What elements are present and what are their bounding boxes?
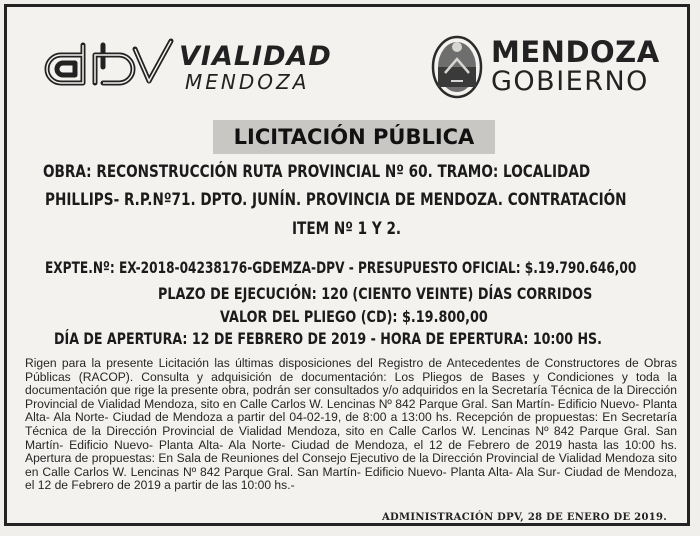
- obra-line-2: PHILLIPS- R.P.Nº71. DPTO. JUNÍN. PROVINCIA DE MENDOZA. CONTRATACIÓN: [45, 190, 627, 210]
- gov-subtitle: GOBIERNO: [491, 66, 649, 97]
- expediente-line: EXPTE.Nº: EX-2018-04238176-GDEMZA-DPV - PRESUPUESTO OFICIAL: $.19.790.646,00: [45, 258, 637, 277]
- obra-line-3: ITEM Nº 1 Y 2.: [292, 219, 402, 239]
- brand-title: VIALIDAD: [179, 41, 332, 72]
- notice-footer: ADMINISTRACIÓN DPV, 28 DE ENERO DE 2019.: [381, 512, 667, 523]
- valor-pliego-line: VALOR DEL PLIEGO (CD): $.19.800,00: [220, 307, 488, 326]
- province-seal-icon: [431, 33, 483, 99]
- apertura-line: DÍA DE APERTURA: 12 DE FEBRERO DE 2019 - HORA DE EPERTURA: 10:00 HS.: [54, 329, 602, 348]
- dpv-logo-icon: [39, 37, 175, 91]
- notice-page: [4, 4, 690, 526]
- notice-heading: LICITACIÓN PÚBLICA: [213, 120, 495, 154]
- notice-body: Rigen para la presente Licitación las últimas disposiciones del Registro de Antecedentes de Constructores de Obras Públicas (RACOP). Consulta y adquisición de documentación: Los Pliegos de Bases y Condiciones y toda la documentación que rige la presente obra, podrán ser consultados y/o adquiridos en la Secretaría Técnica de la Dirección Provincial de Vialidad Mendoza, sito en Calle Carlos W. Lencinas Nº 842 Parque Gral. San Martín- Edificio Nuevo- Planta Alta- Ala Norte- Ciudad de Mendoza a partir del 04-02-19, de 8:00 a 13:00 hs. Recepción de propuestas: En Secretaría Técnica de la Dirección Provincial de Vialidad Mendoza, sito en Calle Carlos W. Lencinas Nº 842 Parque Gral. San Martín- Edificio Nuevo- Planta Alta- Ala Norte- Ciudad de Mendoza, el 12 de Febrero de 2019 hasta las 10:00 hs. Apertura de propuestas: En Sala de Reuniones del Consejo Ejecutivo de la Dirección Provincial de Vialidad Mendoza sito en Calle Carlos W. Lencinas Nº 842 Parque Gral. San Martín- Edificio Nuevo- Planta Alta- Ala Sur- Ciudad de Mendoza, el 12 de Febrero de 2019 a partir de las 10:00 hs.-: [25, 356, 677, 493]
- gov-title: MENDOZA: [491, 35, 660, 69]
- obra-line-1: OBRA: RECONSTRUCCIÓN RUTA PROVINCIAL Nº 60. TRAMO: LOCALIDAD: [43, 162, 591, 182]
- brand-subtitle: MENDOZA: [185, 70, 310, 94]
- plazo-line: PLAZO DE EJECUCIÓN: 120 (CIENTO VEINTE) DÍAS CORRIDOS: [158, 284, 593, 303]
